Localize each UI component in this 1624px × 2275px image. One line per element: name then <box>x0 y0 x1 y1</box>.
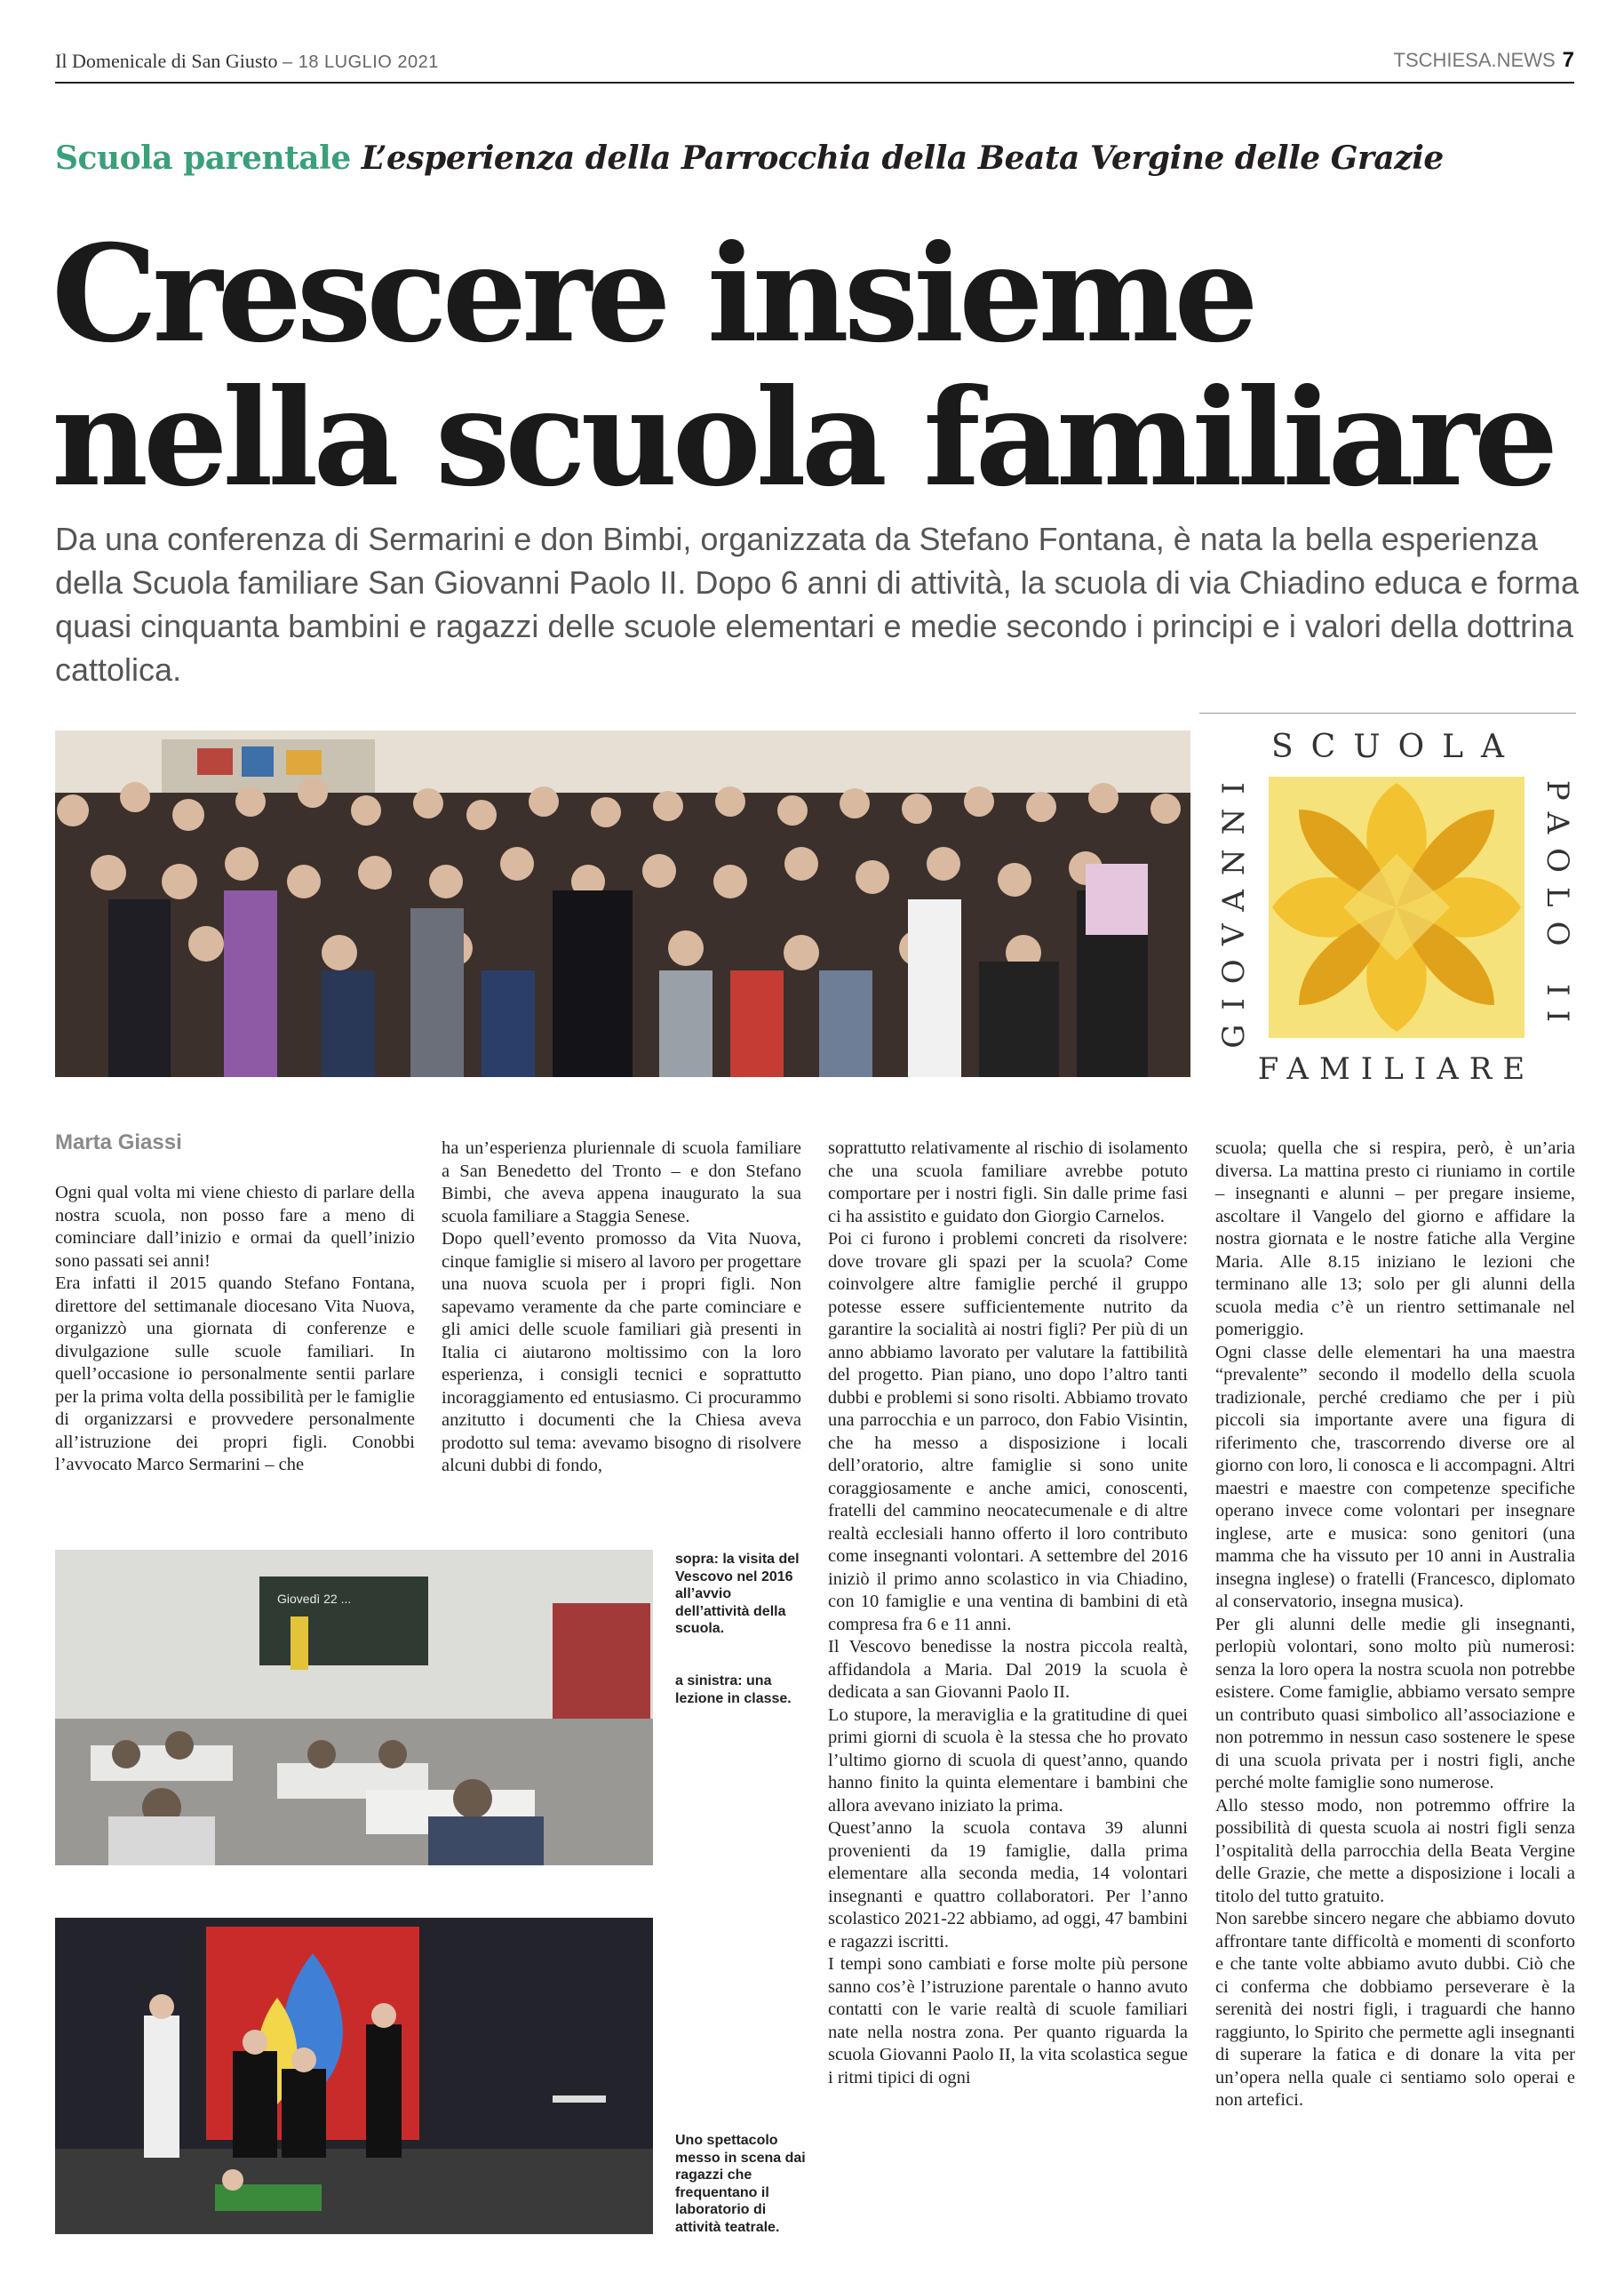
page-number: 7 <box>1562 48 1574 72</box>
standfirst: Da una conferenza di Sermarini e don Bimbi, organizzata da Stefano Fontana, è nata la bella esperienza della Scuola familiare San Giovanni Paolo II. Dopo 6 anni di attività, la scuola di via Chiadino educa e forma quasi cinquanta bambini e ragazzi delle scuole elementari e medie secondo i principi e i valori della dottrina cattolica. <box>55 521 1579 688</box>
classroom-illustration <box>55 1550 653 1865</box>
theatre-illustration <box>55 1918 653 2234</box>
site-and-page <box>1394 48 1575 73</box>
headline-line-2: nella scuola familiare <box>52 360 1554 516</box>
article-column-4 <box>1215 1138 1575 2112</box>
header-rule <box>55 82 1574 84</box>
article-column-1 <box>55 1182 415 1477</box>
byline: Marta Giassi <box>55 1130 182 1154</box>
school-logo-graphic <box>1217 730 1576 1086</box>
caption-theatre-photo: Uno spettacolo messo in scena dai ragazzi che frequentano il laboratorio di attività teatrale. <box>675 2133 806 2235</box>
kicker-subtitle: L’esperienza della Parrocchia della Beata Vergine delle Grazie <box>361 140 1444 177</box>
headline <box>52 216 1554 516</box>
section-label: Scuola parentale <box>55 140 351 177</box>
paragraph: Quest’anno la scuola contava 39 alunni provenienti da 19 famiglie, dalla prima elementare alla seconda media, 14 volontari insegnanti e quattro collaboratori. Per l’anno scolastico 2021-22 abbiamo, ad oggi, 47 bambini e ragazzi iscritti. <box>828 1818 1188 1952</box>
paragraph: Poi ci furono i problemi concreti da risolvere: dove trovare gli spazi per la scuola? Come coinvolgere altre famiglie perché il gruppo potesse essere sufficientemente nutrito da garantire la socialità ai nostri figli? Per più di un anno abbiamo lavorato per valutare la fattibilità del progetto. Pian piano, uno dopo l’altro tanti dubbi e problemi si sono risolti. Abbiamo trovato una parrocchia e un parroco, don Fabio Visintin, che ha messo a disposizione i locali dell’oratorio, altre famiglie si sono unite coraggiosamente e anche amici, conoscenti, fratelli del cammino neocatecumenale e di altre realtà ecclesiali hanno offerto il loro contributo come insegnanti volontari. A settembre del 2016 iniziò il primo anno scolastico in via Chiadino, con 10 famiglie e una ventina di bambini di età compresa fra 6 e 11 anni. <box>828 1229 1188 1634</box>
caption-top-photo: sopra: la visita del Vescovo nel 2016 all’avvio dell’attività della scuola. <box>675 1552 800 1636</box>
logo-text-right: PAOLO II <box>1540 779 1575 1037</box>
logo-text-top: SCUOLA <box>1271 730 1522 765</box>
paragraph: Ogni qual volta mi viene chiesto di parlare della nostra scuola, non posso fare a meno di cominciare dall’inizio e ormai da quell’inizio sono passati sei anni! <box>55 1183 415 1271</box>
logo-text-bottom: FAMILIARE <box>1257 1051 1536 1086</box>
headline-line-1: Crescere insieme <box>52 216 1254 372</box>
logo-text-left: GIOVANNI <box>1217 768 1252 1049</box>
paragraph: Il Vescovo benedisse la nostra piccola realtà, affidandola a Maria. Dal 2019 la scuola è dedicata a san Giovanni Paolo II. <box>828 1637 1188 1702</box>
article-column-3 <box>828 1138 1188 2089</box>
paragraph: Per gli alunni delle medie gli insegnanti, perlopiù volontari, sono molto più numerosi: senza la loro opera la nostra scuola non potrebbe esistere. Come famiglie, abbiamo versato sempre un contributo quasi simbolico all’associazione e non potremmo in nessun caso sostenere le spese di una scuola privata per i nostri figli, anche perché molte famiglie sono numerose. <box>1215 1614 1575 1792</box>
school-logo <box>1217 730 1576 1086</box>
paragraph: Non sarebbe sincero negare che abbiamo dovuto affrontare tante difficoltà e momenti di sconforto e che tante volte abbiamo avuto dubbi. Ciò che ci conferma che dobbiamo perseverare è la serenità dei nostri figli, i traguardi che hanno raggiunto, lo Spirito che permette agli insegnanti di superare la fatica e di donare la vita per un’opera nella quale ci sentiamo solo operai e non artefici. <box>1215 1909 1575 2110</box>
group-photo-illustration <box>55 730 1190 1077</box>
issue-date: – 18 LUGLIO 2021 <box>283 52 439 72</box>
paragraph: soprattutto relativamente al rischio di isolamento che una scuola familiare avrebbe potuto comportare per i nostri figli. Sin dalle prime fasi ci ha assistito e guidato don Giorgio Carnelos. <box>828 1138 1188 1226</box>
theatre-photo <box>55 1918 653 2234</box>
group-photo <box>55 730 1190 1077</box>
classroom-photo <box>55 1550 653 1865</box>
publication-name: Il Domenicale di San Giusto <box>55 50 278 72</box>
paragraph: Ogni classe delle elementari ha una maestra “prevalente” secondo il modello della scuola tradizionale, perché crediamo che per i più piccoli sia importante avere una figura di riferimento che, trascorrendo diverse ore al giorno con loro, li conosca e li accompagni. Altri maestri e maestre con competenze specifiche operano invece come volontari per insegnare inglese, arte e musica: sono genitori (una mamma che ha vissuto per 10 anni in Australia insegna inglese) o fratelli (Francesco, diplomato al conservatorio, insegna musica). <box>1215 1342 1575 1611</box>
article-column-2 <box>442 1138 801 1478</box>
kicker <box>55 140 1444 177</box>
paragraph: Dopo quell’evento promosso da Vita Nuova, cinque famiglie si misero al lavoro per progettare una nuova scuola per i propri figli. Non sapevamo veramente da che parte cominciare e gli amici delle scuole familiari già presenti in Italia ci aiutarono moltissimo con la loro esperienza, i consigli tecnici e soprattutto incoraggiamento ed entusiasmo. Ci procurammo anzitutto i documenti che la Chiesa aveva prodotto sul tema: avevamo bisogno di risolvere alcuni dubbi di fondo, <box>442 1229 801 1475</box>
caption-classroom-photo: a sinistra: una lezione in classe. <box>675 1673 792 1706</box>
paragraph: Era infatti il 2015 quando Stefano Fontana, direttore del settimanale diocesano Vita Nuova, organizzò una giornata di conferenze e divulgazione sulle scuole familiari. In quell’occasione io personalmente sentii parlare per la prima volta della possibilità per le famiglie di organizzarsi e provvedere personalmente all’istruzione dei propri figli. Conobbi l’avvocato Marco Sermarini – che <box>55 1273 415 1474</box>
running-header <box>55 50 439 73</box>
paragraph: Lo stupore, la meraviglia e la gratitudine di quei primi giorni di scuola è la stessa che ho provato l’ultimo giorno di scuola di quest’anno, quando hanno finito la quinta elementare i bambini che allora avevano iniziato la prima. <box>828 1704 1188 1816</box>
site-link[interactable]: TSCHIESA.NEWS <box>1393 49 1556 71</box>
paragraph: ha un’esperienza pluriennale di scuola familiare a San Benedetto del Tronto – e don Stefano Bimbi, che aveva appena inaugurato la sua scuola familiare a Staggia Senese. <box>442 1138 801 1226</box>
paragraph: scuola; quella che si respira, però, è un’aria diversa. La mattina presto ci riuniamo in cortile – insegnanti e alunni – per pregare insieme, ascoltare il Vangelo del giorno e affidare la nostra giornata e le nostre fatiche alla Vergine Maria. Alle 8.15 iniziano le lezioni che terminano alle 13; solo per gli alunni della scuola media c’è un rientro settimanale nel pomeriggio. <box>1215 1138 1575 1339</box>
logo-flower-icon <box>1272 783 1521 1032</box>
blackboard-text: Giovedì 22 ... <box>277 1592 352 1606</box>
paragraph: Allo stesso modo, non potremmo offrire la possibilità di questa scuola ai nostri figli senza l’ospitalità della parrocchia della Beata Vergine delle Grazie, che mette a disposizione i locali a titolo del tutto gratuito. <box>1215 1795 1575 1906</box>
paragraph: I tempi sono cambiati e forse molte più persone sanno cos’è l’istruzione parentale o hanno avuto contatti con le varie realtà di scuole familiari nate nella nostra zona. Per quanto riguarda la scuola Giovanni Paolo II, la vita scolastica segue i ritmi tipici di ogni <box>828 1954 1188 2087</box>
logo-rule <box>1199 713 1576 714</box>
